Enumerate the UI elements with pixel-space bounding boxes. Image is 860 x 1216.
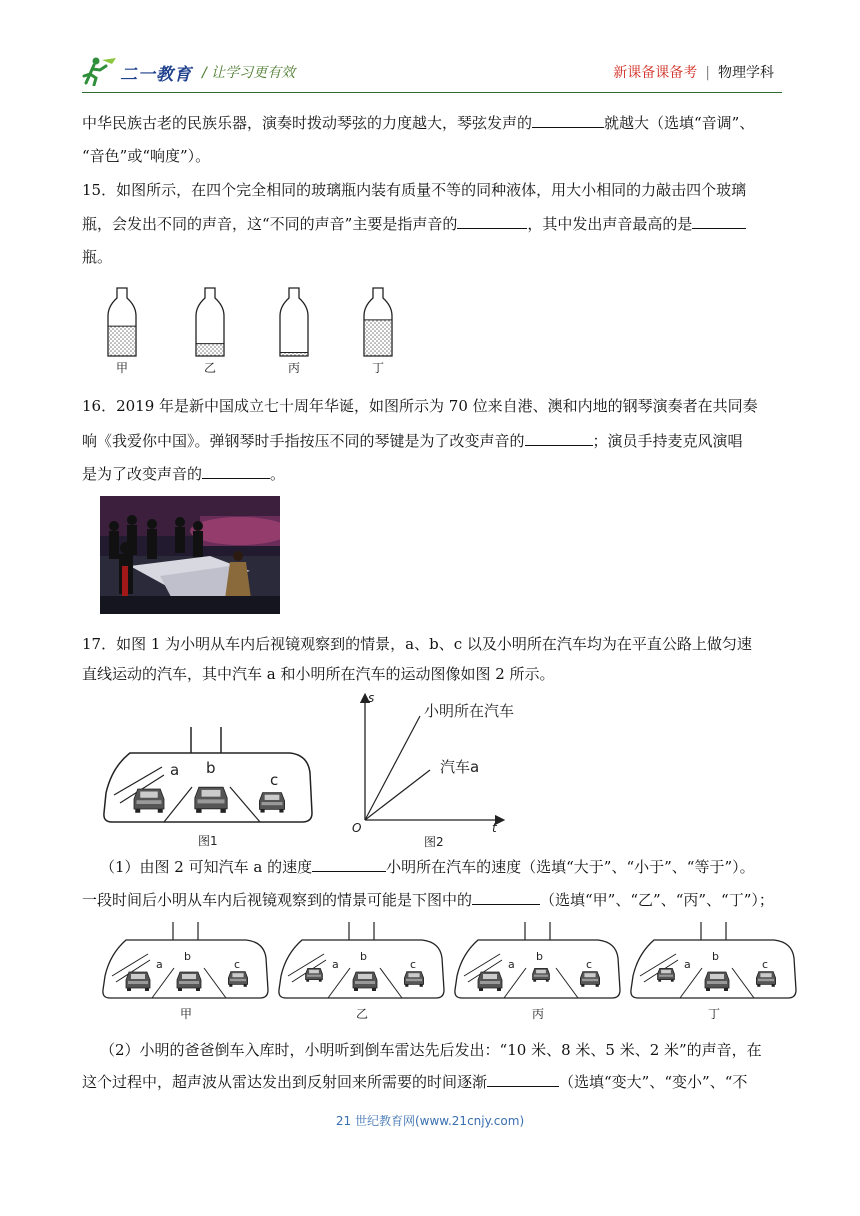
q16-line1: 16．2019 年是新中国成立七十周年华诞，如图所示为 70 位来自港、澳和内地的钢琴演奏者在共同奏 [82,397,758,415]
car-icon [134,789,164,813]
header-subject [613,62,774,82]
bottle-group [108,288,392,375]
liquid [365,320,391,356]
car-label: a [170,761,180,779]
header-subject-label: 物理学科 [718,65,774,81]
answer-blank[interactable] [472,890,540,905]
mirror-option[interactable] [103,922,268,1021]
bottle [280,288,308,375]
text: 就越大（选填“音调”、 [604,114,755,132]
text: 一段时间后小明从车内后视镜观察到的情景可能是下图中的 [82,891,473,909]
q17-2-line1: （2）小明的爸爸倒车入库时，小明听到倒车雷达先后发出：“10 米、8 米、5 米、2 米”的声音，在 [100,1041,762,1059]
mirror-frame [279,940,444,998]
bottle-label: 乙 [204,361,217,375]
car-label: a [156,958,163,971]
car-icon [658,968,675,981]
car-icon [705,972,729,991]
text: 中华民族古老的民族乐器，演奏时拨动琴弦的力度越大，琴弦发声的 [82,114,533,132]
q17-line2: 直线运动的汽车，其中汽车 a 和小明所在汽车的运动图像如图 2 所示。 [82,665,555,683]
car-icon [259,793,284,813]
bottle-outline [280,288,308,356]
mirror-option[interactable] [455,922,620,1021]
q15-line3: 瓶。 [82,248,113,266]
answer-blank[interactable] [312,857,386,872]
slogan: / 让学习更有效 [202,65,296,81]
answer-blank[interactable] [525,431,593,446]
answer-blank[interactable] [532,113,604,128]
car-icon [404,972,423,987]
text: （1）由图 2 可知汽车 a 的速度 [100,858,313,876]
logo-text: 二一教育 [120,65,192,85]
q17-line1: 17．如图 1 为小明从车内后视镜观察到的情景，a、b、c 以及小明所在汽车均为在平直公路上做匀速 [82,635,752,653]
runner-logo-icon [82,56,118,86]
text: 瓶，会发出不同的声音，这“不同的声音”主要是指声音的 [82,215,458,233]
concert-photo [100,496,280,614]
liquid [197,344,223,356]
header-course: 新课备课备考 [613,65,698,81]
car-icon [580,972,599,987]
car-icon [353,972,377,991]
line-car-a [365,770,430,820]
car-label: c [270,771,279,789]
line-xiaoming-car [365,716,420,820]
bottles-figure [96,284,416,376]
figure1-caption: 图1 [198,834,218,848]
header-brand [82,54,382,90]
q16-line3 [82,464,285,484]
car-icon [756,972,775,987]
liquid [109,326,135,356]
q14-line1 [82,113,754,133]
mirror-frame [631,940,796,998]
figure1-mirror [100,725,315,850]
figure2-caption: 图2 [424,835,444,849]
car-icon [533,968,550,981]
figure2-st-graph [340,690,530,850]
mirror-option-label: 乙 [356,1007,369,1021]
text: 是为了改变声音的 [82,465,203,483]
header-divider [82,92,782,93]
mirror-options [100,922,800,1022]
car-icon [478,972,502,991]
header-separator: | [705,65,710,81]
answer-blank[interactable] [692,214,746,229]
text: ；演员手持麦克风演唱 [592,432,743,450]
text: （选填“甲”、“乙”、“丙”、“丁”）； [540,891,774,909]
car-icon [126,972,150,991]
mirror-option-label: 丁 [708,1007,721,1021]
text: 这个过程中，超声波从雷达发出到反射回来所需要的时间逐渐 [82,1073,488,1091]
car-label: a [332,958,339,971]
line2-label: 汽车a [440,758,480,776]
bottle-label: 甲 [116,361,129,375]
footer-source: 21 世纪教育网(www.21cnjy.com) [335,1114,525,1128]
car-label: c [586,958,593,971]
bottle-label: 丁 [372,361,385,375]
text: 小明所在汽车的速度（选填“大于”、“小于”、“等于”）。 [386,858,755,876]
answer-blank[interactable] [202,464,270,479]
text: （选填“变大”、“变小”、“不 [559,1073,748,1091]
q15-line2 [82,214,746,234]
text: 。 [270,465,286,483]
car-label: a [508,958,515,971]
car-icon [228,972,247,987]
mirror-option[interactable] [631,922,796,1021]
q14-line2: “音色”或“响度”）。 [82,147,211,165]
s-axis-label: s [368,691,375,705]
car-icon [195,787,227,813]
q15-line1: 15．如图所示，在四个完全相同的玻璃瓶内装有质量不等的同种液体，用大小相同的力敲击四个玻璃 [82,181,747,199]
car-label: c [410,958,417,971]
bottle [196,288,224,375]
q17-2-line2 [82,1072,747,1092]
car-icon [306,968,323,981]
line1-label: 小明所在汽车 [424,702,515,720]
car-icon [177,972,201,991]
mirror-option[interactable] [279,922,444,1021]
answer-blank[interactable] [457,214,527,229]
car-label: b [712,950,719,963]
q16-line2 [82,431,743,451]
answer-blank[interactable] [487,1072,559,1087]
t-axis-label: t [492,821,497,835]
car-label: b [184,950,191,963]
car-label: c [762,958,769,971]
car-label: c [234,958,241,971]
car-label: b [536,950,543,963]
bottle [108,288,136,375]
q17-1-line2 [82,890,774,910]
mirror-option-label: 丙 [532,1007,545,1021]
car-label: a [684,958,691,971]
bottle-label: 丙 [288,361,301,375]
mirror-option-label: 甲 [180,1007,193,1021]
car-label: b [206,759,216,777]
bottle [364,288,392,375]
car-label: b [360,950,367,963]
origin-label: O [352,821,362,835]
text: 响《我爱你中国》。弹钢琴时手指按压不同的琴键是为了改变声音的 [82,432,525,450]
q17-1-line1 [100,857,755,877]
text: ，其中发出声音最高的是 [527,215,693,233]
